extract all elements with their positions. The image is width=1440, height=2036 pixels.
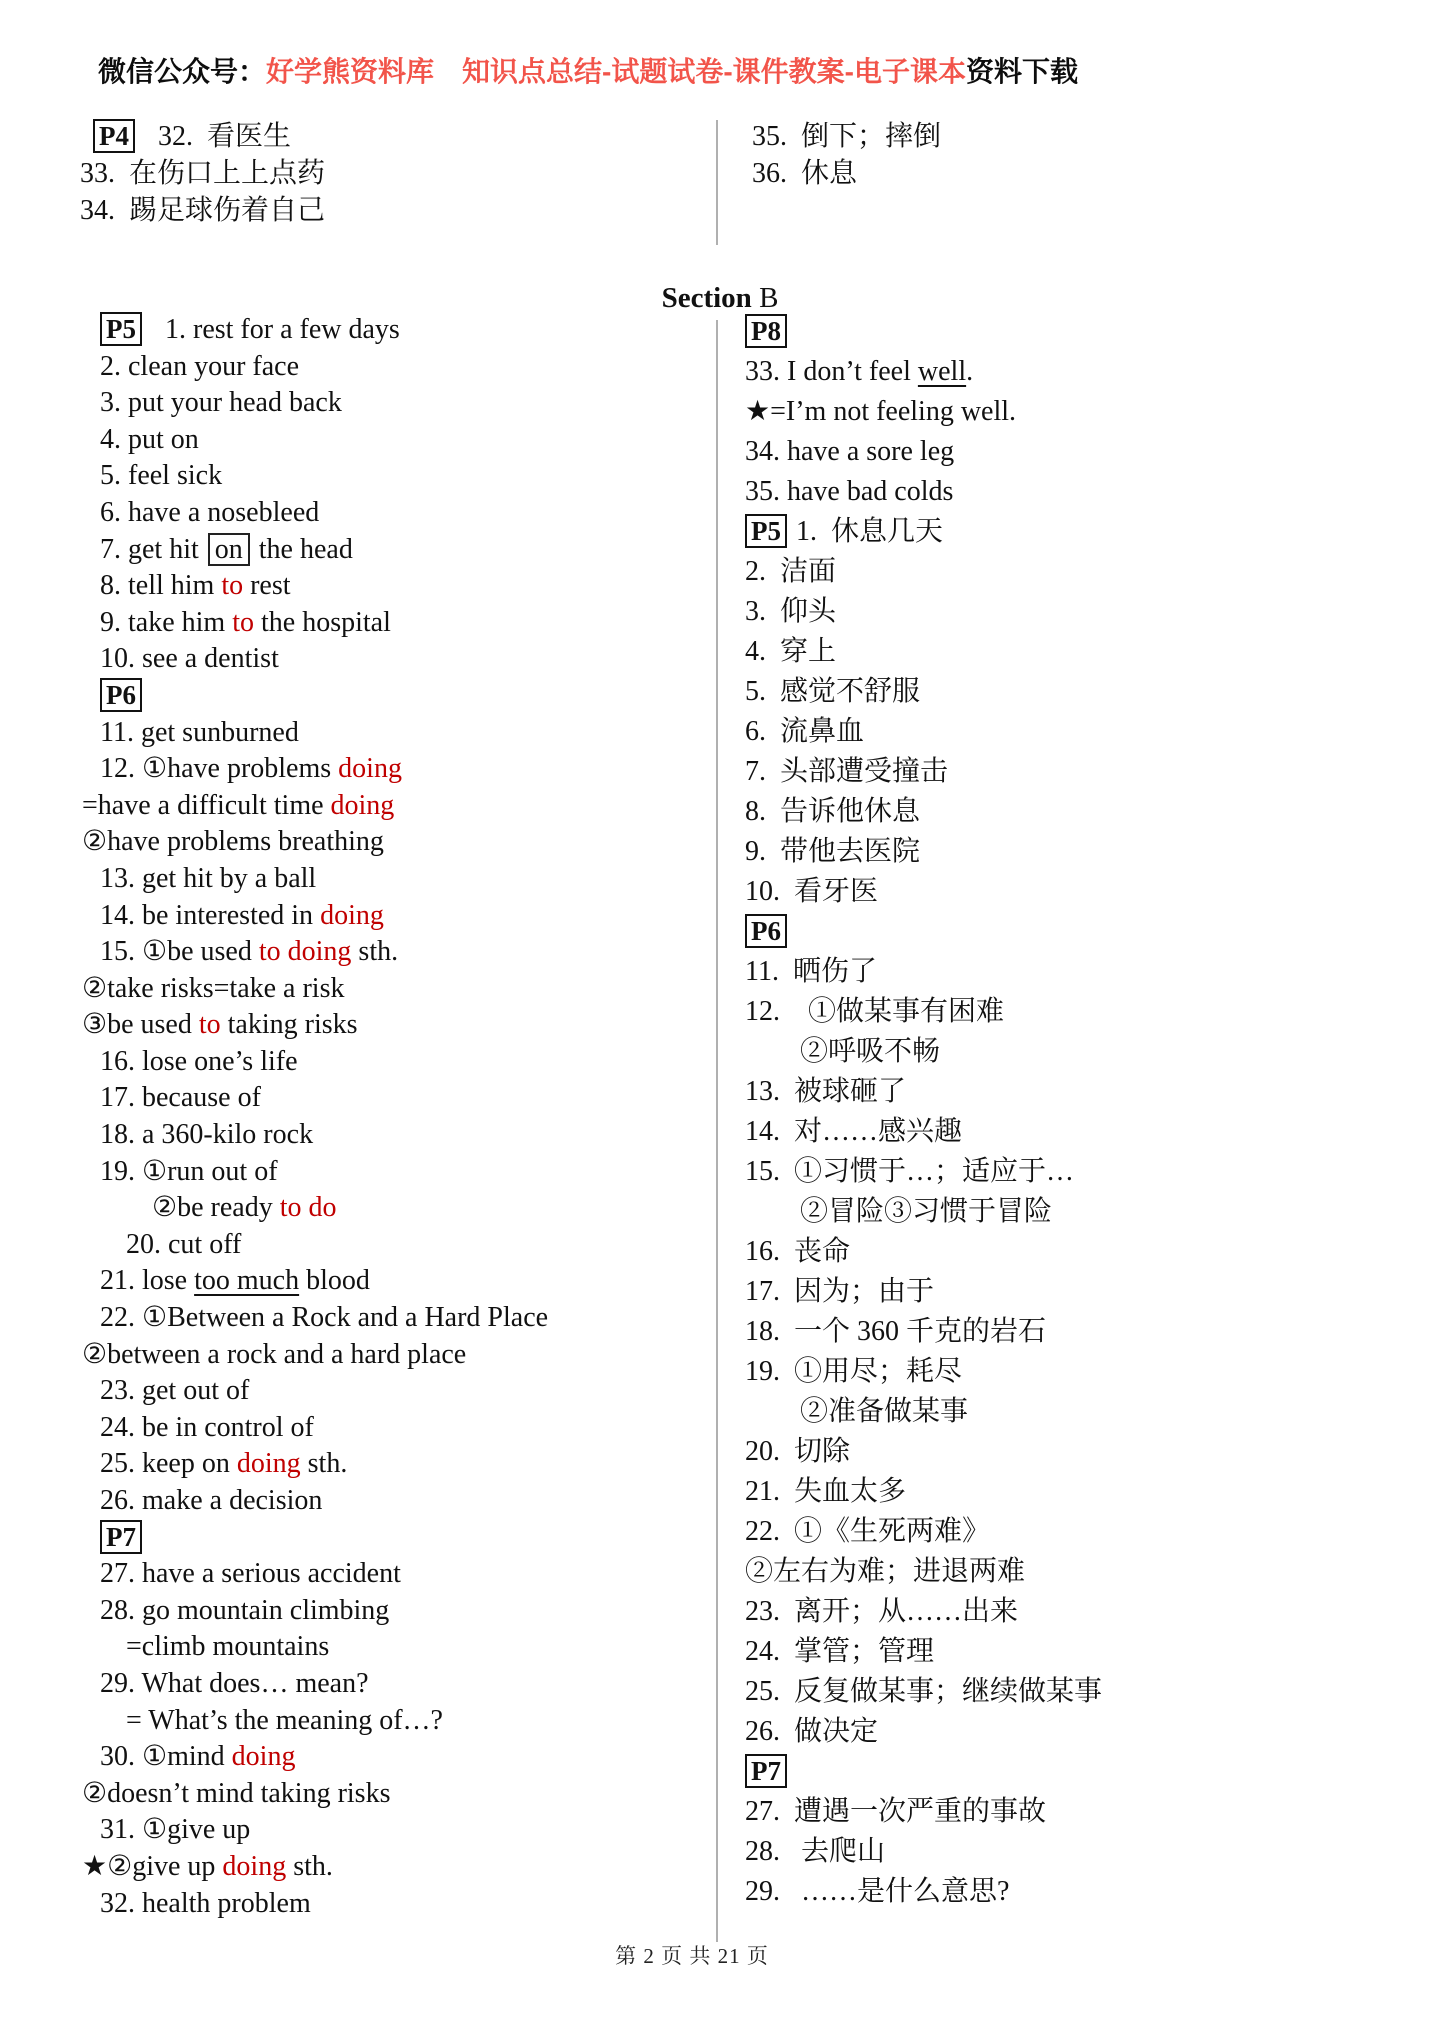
phrase-line xyxy=(82,1263,702,1300)
top-section-left-column xyxy=(80,118,325,229)
phrase-line xyxy=(745,432,1185,472)
text-segment: 6. have a nosebleed xyxy=(100,496,320,528)
phrase-line xyxy=(82,641,702,678)
phrase-line xyxy=(745,1272,1185,1312)
phrase-line xyxy=(745,1072,1185,1112)
phrase-line xyxy=(82,1227,702,1264)
text-segment: 2. clean your face xyxy=(100,350,299,382)
text-segment: 19. ①run out of xyxy=(100,1155,278,1187)
phrase-line xyxy=(82,824,702,861)
text-segment: the head xyxy=(251,533,353,565)
text-segment: 32. health problem xyxy=(100,1887,311,1919)
page-badge: P5 xyxy=(100,312,142,346)
page-badge: P8 xyxy=(745,314,787,348)
text-segment: ②冒险③习惯于冒险 xyxy=(800,1196,1053,1227)
phrase-line xyxy=(80,118,325,155)
text-segment: sth. xyxy=(300,1448,348,1480)
text-segment: 22. ①《生死两难》 xyxy=(745,1516,991,1547)
phrase-line xyxy=(82,1300,702,1337)
phrase-line xyxy=(82,385,702,422)
text-segment: 34. have a sore leg xyxy=(745,436,955,467)
boxed-word: on xyxy=(208,533,250,566)
text-segment: 3. put your head back xyxy=(100,387,342,419)
column-divider-main xyxy=(716,320,718,1942)
phrase-line xyxy=(82,1520,702,1557)
phrase-line xyxy=(745,1392,1185,1432)
text-segment: 1. 休息几天 xyxy=(796,516,944,547)
top-section-right-column xyxy=(752,118,941,192)
text-segment: 18. 一个 360 千克的岩石 xyxy=(745,1316,1047,1347)
text-segment: 17. because of xyxy=(100,1082,261,1114)
phrase-line xyxy=(82,458,702,495)
text-segment: 23. get out of xyxy=(100,1375,250,1407)
phrase-line xyxy=(82,1629,702,1666)
phrase-line xyxy=(82,1703,702,1740)
phrase-line xyxy=(82,751,702,788)
text-segment: too much xyxy=(194,1265,300,1297)
text-segment: 22. ①Between a Rock and a Hard Place xyxy=(100,1302,549,1334)
text-segment: 4. put on xyxy=(100,423,199,455)
text-segment: ②呼吸不畅 xyxy=(800,1036,941,1067)
text-segment: 1. rest for a few days xyxy=(151,314,400,345)
phrase-line xyxy=(745,1712,1185,1752)
text-segment: 14. 对……感兴趣 xyxy=(745,1116,963,1147)
text-segment: ②have problems breathing xyxy=(82,826,384,858)
wechat-banner xyxy=(98,50,1078,90)
section-heading-bold: Section xyxy=(661,282,752,314)
text-segment: 26. make a decision xyxy=(100,1485,323,1516)
text-segment: rest xyxy=(243,570,291,602)
text-segment: 23. 离开；从……出来 xyxy=(745,1596,1019,1627)
text-segment: 13. 被球砸了 xyxy=(745,1076,907,1107)
phrase-line xyxy=(82,1190,702,1227)
phrase-line xyxy=(745,912,1185,952)
phrase-line xyxy=(745,472,1185,512)
phrase-line xyxy=(82,1776,702,1813)
phrase-line xyxy=(82,1666,702,1703)
phrase-line xyxy=(745,832,1185,872)
text-segment: doing xyxy=(231,1741,296,1773)
text-segment: 27. have a serious accident xyxy=(100,1558,401,1590)
text-segment: 29. ……是什么意思? xyxy=(745,1876,1010,1907)
text-segment: 11. 晒伤了 xyxy=(745,956,877,987)
page-number: 第 2 页 共 21 页 xyxy=(615,1944,769,1968)
text-segment: 24. be in control of xyxy=(100,1411,314,1443)
phrase-line xyxy=(82,715,702,752)
page-badge: P4 xyxy=(93,119,135,153)
text-segment: 18. a 360-kilo rock xyxy=(100,1119,314,1151)
text-segment: to do xyxy=(279,1192,337,1224)
banner-highlight: 好学熊资料库 知识点总结-试题试卷-课件教案-电子课本 xyxy=(266,56,966,87)
phrase-line xyxy=(82,1739,702,1776)
text-segment: 9. 带他去医院 xyxy=(745,836,921,867)
text-segment: taking risks xyxy=(220,1009,358,1041)
phrase-line xyxy=(82,1373,702,1410)
text-segment: doing xyxy=(222,1850,287,1882)
text-segment: 5. 感觉不舒服 xyxy=(745,676,921,707)
text-segment: ③be used xyxy=(82,1009,199,1041)
text-segment: doing xyxy=(330,789,395,821)
phrase-line xyxy=(745,752,1185,792)
phrase-line xyxy=(82,605,702,642)
text-segment: 5. feel sick xyxy=(100,460,223,492)
text-segment: the hospital xyxy=(253,606,391,638)
phrase-line xyxy=(82,1593,702,1630)
text-segment: 10. 看牙医 xyxy=(745,876,879,907)
text-segment: 16. lose one’s life xyxy=(100,1045,298,1077)
phrase-line xyxy=(745,552,1185,592)
text-segment: 6. 流鼻血 xyxy=(745,716,865,747)
text-segment: 32. 看医生 xyxy=(144,121,292,152)
phrase-line xyxy=(745,1592,1185,1632)
phrase-line xyxy=(82,1849,702,1886)
text-segment: 15. ①习惯于…；适应于… xyxy=(745,1156,1075,1187)
phrase-line xyxy=(745,1152,1185,1192)
phrase-line xyxy=(745,352,1185,392)
phrase-line xyxy=(745,1352,1185,1392)
phrase-line xyxy=(82,898,702,935)
text-segment: 25. 反复做某事；继续做某事 xyxy=(745,1676,1103,1707)
phrase-line xyxy=(745,712,1185,752)
phrase-line xyxy=(82,1886,702,1923)
text-segment: sth. xyxy=(286,1850,333,1882)
phrase-line xyxy=(82,349,702,386)
text-segment: 25. keep on xyxy=(100,1448,237,1480)
phrase-line xyxy=(745,592,1185,632)
text-segment: 35. have bad colds xyxy=(745,476,954,507)
text-segment: doing xyxy=(236,1448,301,1480)
text-segment: 21. 失血太多 xyxy=(745,1476,907,1507)
text-segment: 17. 因为；由于 xyxy=(745,1276,935,1307)
phrase-line xyxy=(82,1483,702,1520)
text-segment: 12. ①做某事有困难 xyxy=(745,996,1005,1027)
text-segment: ②be ready xyxy=(152,1192,280,1224)
phrase-line xyxy=(745,1432,1185,1472)
text-segment: 33. 在伤口上上点药 xyxy=(80,158,326,189)
phrase-line xyxy=(82,1080,702,1117)
text-segment: 3. 仰头 xyxy=(745,596,837,627)
page-badge: P6 xyxy=(745,914,787,948)
text-segment: 7. 头部遭受撞击 xyxy=(745,756,949,787)
text-segment: ②doesn’t mind taking risks xyxy=(82,1777,391,1809)
text-segment: 15. ①be used xyxy=(100,936,259,968)
phrase-line xyxy=(745,1872,1185,1912)
text-segment: ②between a rock and a hard place xyxy=(82,1338,467,1370)
text-segment: to xyxy=(232,606,254,638)
phrase-line xyxy=(745,392,1185,432)
section-b-heading xyxy=(0,282,1440,315)
phrase-line xyxy=(82,971,702,1008)
text-segment: 28. go mountain climbing xyxy=(100,1594,390,1626)
phrase-line xyxy=(82,1410,702,1447)
phrase-line xyxy=(745,1552,1185,1592)
text-segment: to xyxy=(198,1009,221,1041)
phrase-line xyxy=(745,312,1185,352)
text-segment: to doing xyxy=(258,936,352,968)
text-segment: ★=I’m not feeling well. xyxy=(745,396,1017,427)
page-badge: P7 xyxy=(745,1754,787,1788)
text-segment: 35. 倒下；摔倒 xyxy=(752,121,942,152)
text-segment: well xyxy=(917,356,967,387)
text-segment: =have a difficult time xyxy=(82,789,331,821)
phrase-line xyxy=(745,1312,1185,1352)
phrase-line xyxy=(745,1192,1185,1232)
phrase-line xyxy=(745,632,1185,672)
main-right-column xyxy=(745,312,1185,1912)
text-segment: blood xyxy=(299,1265,370,1297)
phrase-line xyxy=(745,1632,1185,1672)
phrase-line xyxy=(82,1117,702,1154)
text-segment: 13. get hit by a ball xyxy=(100,862,317,894)
text-segment: 8. tell him xyxy=(100,570,222,602)
phrase-line xyxy=(80,155,325,192)
phrase-line xyxy=(745,992,1185,1032)
banner-suffix: 资料下载 xyxy=(966,56,1079,87)
text-segment: 9. take him xyxy=(100,606,233,638)
text-segment: ②take risks=take a risk xyxy=(82,972,345,1004)
text-segment: ②左右为难；进退两难 xyxy=(745,1556,1026,1587)
phrase-line xyxy=(745,1512,1185,1552)
phrase-line xyxy=(82,1556,702,1593)
phrase-line xyxy=(80,192,325,229)
text-segment: 10. see a dentist xyxy=(100,643,279,675)
text-segment: 33. I don’t feel xyxy=(745,356,918,387)
text-segment: 2. 洁面 xyxy=(745,556,837,587)
phrase-line xyxy=(745,1752,1185,1792)
text-segment: 12. ①have problems xyxy=(100,753,339,785)
text-segment: 11. get sunburned xyxy=(100,716,299,748)
column-divider-top xyxy=(716,120,718,245)
page-badge: P7 xyxy=(100,1520,142,1554)
text-segment: 31. ①give up xyxy=(100,1814,251,1846)
text-segment: 28. 去爬山 xyxy=(745,1836,886,1867)
phrase-line xyxy=(82,934,702,971)
phrase-line xyxy=(752,118,941,155)
text-segment: 30. ①mind xyxy=(100,1741,232,1773)
phrase-line xyxy=(745,952,1185,992)
text-segment: 24. 掌管；管理 xyxy=(745,1636,935,1667)
phrase-line xyxy=(745,792,1185,832)
text-segment: 27. 遭遇一次严重的事故 xyxy=(745,1796,1047,1827)
phrase-line xyxy=(745,872,1185,912)
phrase-line xyxy=(82,861,702,898)
text-segment: 20. cut off xyxy=(126,1228,242,1260)
phrase-line xyxy=(82,495,702,532)
text-segment: 19. ①用尽；耗尽 xyxy=(745,1356,963,1387)
phrase-line xyxy=(745,512,1185,552)
text-segment: ②准备做某事 xyxy=(800,1396,969,1427)
phrase-line xyxy=(745,1472,1185,1512)
text-segment: . xyxy=(966,356,974,387)
phrase-line xyxy=(82,1154,702,1191)
phrase-line xyxy=(745,1112,1185,1152)
phrase-line xyxy=(82,568,702,605)
phrase-line xyxy=(82,678,702,715)
phrase-line xyxy=(745,1232,1185,1272)
text-segment: 8. 告诉他休息 xyxy=(745,796,921,827)
text-segment: 29. What does… mean? xyxy=(100,1667,369,1699)
text-segment: 20. 切除 xyxy=(745,1436,851,1467)
phrase-line xyxy=(745,1032,1185,1072)
text-segment: ★②give up xyxy=(82,1850,223,1882)
phrase-line xyxy=(82,1812,702,1849)
text-segment: 4. 穿上 xyxy=(745,636,837,667)
page-badge: P6 xyxy=(100,678,142,712)
text-segment: 21. lose xyxy=(100,1265,195,1297)
phrase-line xyxy=(82,1044,702,1081)
phrase-line xyxy=(82,1337,702,1374)
text-segment: 16. 丧命 xyxy=(745,1236,851,1267)
main-left-column xyxy=(82,312,702,1922)
page-badge: P5 xyxy=(745,514,787,548)
phrase-line xyxy=(82,532,702,569)
banner-prefix: 微信公众号： xyxy=(98,56,267,87)
section-heading-rest: B xyxy=(751,282,779,314)
text-segment: to xyxy=(221,570,244,602)
phrase-line xyxy=(82,422,702,459)
text-segment: =climb mountains xyxy=(126,1631,330,1663)
text-segment: 26. 做决定 xyxy=(745,1716,879,1747)
phrase-line xyxy=(745,1832,1185,1872)
phrase-line xyxy=(752,155,941,192)
text-segment: doing xyxy=(338,753,402,785)
text-segment: 7. get hit xyxy=(100,533,206,565)
phrase-line xyxy=(745,672,1185,712)
text-segment: doing xyxy=(320,899,384,931)
phrase-line xyxy=(82,1007,702,1044)
text-segment: = What’s the meaning of…? xyxy=(126,1704,443,1736)
phrase-line xyxy=(745,1672,1185,1712)
text-segment: 14. be interested in xyxy=(100,899,321,931)
text-segment: sth. xyxy=(351,936,399,968)
text-segment: 36. 休息 xyxy=(752,158,858,189)
phrase-line xyxy=(82,312,702,349)
phrase-line xyxy=(745,1792,1185,1832)
text-segment: 34. 踢足球伤着自己 xyxy=(80,195,326,226)
phrase-line xyxy=(82,1446,702,1483)
phrase-line xyxy=(82,788,702,825)
